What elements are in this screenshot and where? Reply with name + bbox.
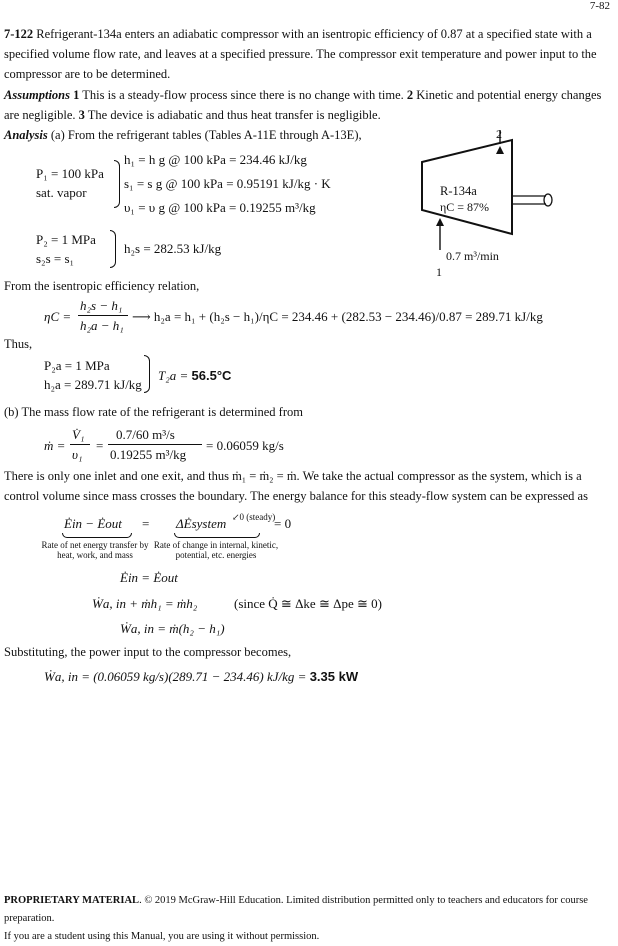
substitution-text: Substituting, the power input to the compressor becomes,	[4, 645, 292, 659]
mdot-rhs: = 0.06059 kg/s	[206, 438, 284, 453]
mdot-den2: 0.19255 m³/kg	[110, 447, 187, 462]
figure-label-fluid: R-134a	[440, 184, 477, 198]
state2a-brace	[144, 355, 150, 393]
state2-p2: P₂ = 1 MPa	[36, 232, 96, 247]
mdot-equals: =	[96, 438, 104, 453]
part-b-intro: (b) The mass flow rate of the refrigerant is determined from	[4, 405, 303, 419]
figure-label-eta: ηC = 87%	[440, 200, 490, 214]
eb-equals-1: =	[142, 516, 150, 531]
state1-condition: sat. vapor	[36, 185, 87, 200]
state1-s1: s₁ = s g @ 100 kPa = 0.95191 kJ/kg · K	[124, 176, 331, 191]
power-equation	[44, 669, 358, 685]
footer-lead: PROPRIETARY MATERIAL	[4, 895, 140, 906]
assumptions	[4, 85, 614, 125]
inlet-arrow-icon	[436, 218, 444, 226]
assumption-2-text: Kinetic and potential energy changes are negligible.	[4, 88, 602, 122]
eb-rhs: = 0	[274, 516, 292, 531]
eb-note-left: Rate of net energy transfer by heat, work, and mass	[41, 540, 149, 560]
eb-underbrace-left	[62, 533, 132, 538]
eb-line-2: Ėin = Ėout	[120, 570, 178, 585]
assumption-1-number: 1	[73, 88, 80, 102]
power-value: 3.35 kW	[309, 669, 359, 684]
state2a-h2a: h₂a = 289.71 kJ/kg	[44, 377, 142, 392]
mdot-fraction-bar-2	[108, 444, 202, 445]
mdot-den1: υ₁	[72, 447, 83, 462]
t2a-result	[158, 368, 231, 384]
eb-line-3: Ẇa, in + ṁh₁ = ṁh₂	[92, 596, 198, 611]
figure-label-flow: 0.7 m³/min	[446, 249, 499, 263]
footer-line-2: If you are a student using this Manual, you are using it without permission.	[4, 931, 320, 942]
mdot-num1: V̇₁	[72, 427, 85, 442]
problem-statement	[4, 24, 614, 84]
problem-number: 7-122	[4, 27, 34, 41]
eb-steady-note: ↙0 (steady)	[232, 512, 276, 522]
eta-numerator: h₂s − h₁	[80, 298, 123, 313]
state2-h2s: h₂s = 282.53 kJ/kg	[124, 241, 222, 256]
figure-label-2: 2	[496, 127, 502, 141]
analysis-intro-text: (a) From the refrigerant tables (Tables A-11E through A-13E),	[50, 128, 362, 142]
outlet-arrow-icon	[496, 146, 504, 154]
eta-lhs: ηC =	[44, 309, 72, 324]
problem-text: Refrigerant-134a enters an adiabatic compressor with an isentropic efficiency of 0.87 at a specified state with a specified volume flow rate, and leaves at a specified pressure. The compressor exit temperature and power input to the compressor are to be determined.	[4, 27, 597, 81]
footer-divider	[0, 882, 618, 883]
thus-label: Thus,	[4, 337, 33, 351]
eta-fraction-bar	[78, 315, 128, 316]
assumption-3-text: The device is adiabatic and thus heat transfer is negligible.	[87, 108, 381, 122]
page-number: 7-82	[589, 0, 610, 12]
mdot-lhs: ṁ =	[44, 438, 66, 453]
state2-brace	[110, 230, 116, 268]
assumptions-label: Assumptions	[4, 88, 71, 102]
state1-p1: P₁ = 100 kPa	[36, 166, 104, 181]
analysis-intro	[4, 128, 362, 144]
energy-balance-text: There is only one inlet and one exit, and thus ṁ₁ = ṁ₂ = ṁ. We take the actual compressor as the system, which is a control volume since mass crosses the boundary. The energy balance for this steady-flow system can be expressed as	[4, 469, 588, 503]
assumption-3-number: 3	[78, 108, 85, 122]
power-eq-text: Ẇa, in = (0.06059 kg/s)(289.71 − 234.46) kJ/kg =	[44, 669, 307, 684]
state1-v1: υ₁ = υ g @ 100 kPa = 0.19255 m³/kg	[124, 200, 316, 215]
analysis-label: Analysis	[4, 128, 48, 142]
t2a-label: T₂a =	[158, 368, 189, 383]
eb-middle: ΔĖsystem	[176, 516, 227, 531]
eta-denominator: h₂a − h₁	[80, 318, 124, 333]
eb-note-right: Rate of change in internal, kinetic, potential, etc. energies	[153, 540, 279, 560]
state2-s2: s₂s = s₁	[36, 251, 75, 266]
t2a-value: 56.5°C	[191, 368, 232, 383]
shaft-end	[544, 194, 552, 206]
eb-since: (since Q̇ ≅ Δke ≅ Δpe ≅ 0)	[234, 596, 382, 611]
figure-label-1: 1	[436, 265, 442, 279]
mdot-fraction-bar-1	[70, 444, 90, 445]
eta-rhs: ⟶ h₂a = h₁ + (h₂s − h₁)/ηC = 234.46 + (282.53 − 234.46)/0.87 = 289.71 kJ/kg	[132, 309, 543, 324]
mdot-num2: 0.7/60 m³/s	[116, 427, 175, 442]
eb-underbrace-right	[174, 533, 260, 538]
assumption-1-text: This is a steady-flow process since there is no change with time.	[82, 88, 404, 102]
eb-line-4: Ẇa, in = ṁ(h₂ − h₁)	[120, 621, 225, 636]
efficiency-intro: From the isentropic efficiency relation,	[4, 279, 200, 293]
footer-line-1	[4, 892, 614, 928]
assumption-2-number: 2	[406, 88, 414, 102]
footer	[4, 892, 614, 946]
footer-line-1-text: . © 2019 McGraw-Hill Education. Limited distribution permitted only to teachers and educators for course preparation.	[4, 895, 588, 924]
state1-h1: h₁ = h g @ 100 kPa = 234.46 kJ/kg	[124, 152, 307, 167]
state1-brace	[114, 160, 120, 208]
state2a-p2a: P₂a = 1 MPa	[44, 358, 110, 373]
eb-lhs: Ėin − Ėout	[64, 516, 122, 531]
